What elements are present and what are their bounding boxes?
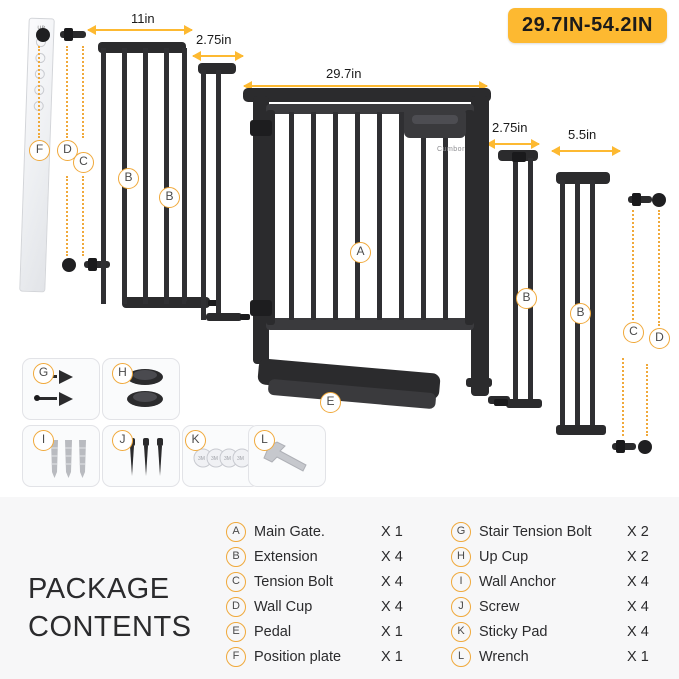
gate-hinge <box>250 120 272 136</box>
leader-line-c-right2 <box>622 358 624 436</box>
contents-row-l <box>451 647 649 672</box>
callout-l: L <box>254 430 275 451</box>
tension-bolt-head-icon <box>616 440 625 453</box>
extension4-bar <box>590 180 595 432</box>
callout-g: G <box>33 363 54 384</box>
callout-b-2: B <box>159 187 180 208</box>
contents-name-g: Stair Tension Bolt <box>479 524 592 540</box>
callout-c-right: C <box>623 322 644 343</box>
dimension-label-275in-right: 2.75in <box>492 120 528 135</box>
contents-qty-h: X 2 <box>627 549 649 565</box>
gate-door-right-stile <box>465 110 474 325</box>
extension4-bar <box>560 180 565 432</box>
contents-qty-i: X 4 <box>627 574 649 590</box>
svg-text:3M: 3M <box>237 456 244 462</box>
contents-qty-f: X 1 <box>381 649 403 665</box>
package-title-line2: CONTENTS <box>28 611 192 643</box>
contents-name-h: Up Cup <box>479 549 529 565</box>
gate-foot <box>466 378 492 387</box>
extension3-top-tip <box>512 152 526 162</box>
contents-letter-g: G <box>451 522 471 542</box>
gate-hinge <box>250 300 272 316</box>
contents-letter-a: A <box>226 522 246 542</box>
contents-row-g <box>451 522 649 547</box>
contents-name-k: Sticky Pad <box>479 624 548 640</box>
contents-letter-j: J <box>451 597 471 617</box>
contents-row-h <box>451 547 649 572</box>
contents-qty-e: X 1 <box>381 624 403 640</box>
callout-h: H <box>112 363 133 384</box>
extension2-bar <box>201 70 206 320</box>
contents-row-d <box>226 597 403 622</box>
callout-c-left: C <box>73 152 94 173</box>
extension3-bar <box>528 158 533 406</box>
dimension-label-11in: 11in <box>131 11 155 26</box>
dimension-line-55in <box>552 150 620 152</box>
callout-b-1: B <box>118 168 139 189</box>
contents-qty-l: X 1 <box>627 649 649 665</box>
extension-foot <box>186 300 210 307</box>
callout-b-3: B <box>516 288 537 309</box>
leader-line-d-right <box>658 210 660 326</box>
contents-name-b: Extension <box>254 549 318 565</box>
extension2-bar <box>216 70 221 320</box>
callout-a: A <box>350 242 371 263</box>
dimension-line-275in-left <box>193 55 243 57</box>
callout-d-left: D <box>57 140 78 161</box>
package-title-line1: PACKAGE <box>28 573 170 605</box>
contents-letter-b: B <box>226 547 246 567</box>
gate-brand-label: Cumbor <box>437 146 465 153</box>
contents-letter-e: E <box>226 622 246 642</box>
svg-text:3M: 3M <box>198 456 205 462</box>
contents-qty-j: X 4 <box>627 599 649 615</box>
gate-door-left-stile <box>266 110 275 325</box>
extension2-foot-tip <box>240 314 250 320</box>
dimension-line-275in-right <box>487 143 539 145</box>
contents-row-k <box>451 622 649 647</box>
dimension-label-297in: 29.7in <box>326 66 362 81</box>
callout-j: J <box>112 430 133 451</box>
contents-letter-l: L <box>451 647 471 667</box>
package-contents-title <box>28 570 192 646</box>
leader-line-d-right2 <box>646 364 648 436</box>
callout-f-left: F <box>29 140 50 161</box>
tension-bolt-head-icon <box>632 193 641 206</box>
contents-letter-c: C <box>226 572 246 592</box>
extension2-foot <box>206 313 242 321</box>
extension3-foot <box>506 399 542 408</box>
extension-top-rail <box>98 42 186 53</box>
gate-bar <box>333 112 338 320</box>
contents-qty-a: X 1 <box>381 524 403 540</box>
callout-b-4: B <box>570 303 591 324</box>
wall-cup-icon <box>638 440 652 454</box>
extension4-foot <box>556 425 606 435</box>
callout-k: K <box>185 430 206 451</box>
gate-bar <box>421 112 426 320</box>
contents-row-c <box>226 572 403 597</box>
leader-line-c-right <box>632 210 634 320</box>
contents-row-f <box>226 647 403 672</box>
dimension-label-55in: 5.5in <box>568 127 597 142</box>
contents-row-a <box>226 522 403 547</box>
contents-qty-c: X 4 <box>381 574 403 590</box>
wall-cup-icon <box>62 258 76 272</box>
dimension-label-275in-left: 2.75in <box>196 32 232 47</box>
extension-bar <box>101 48 106 304</box>
gate-bar <box>289 112 294 320</box>
contents-name-l: Wrench <box>479 649 529 665</box>
contents-qty-g: X 2 <box>627 524 649 540</box>
contents-qty-k: X 4 <box>627 624 649 640</box>
leader-line-f <box>38 46 40 138</box>
contents-row-i <box>451 572 649 597</box>
extension-bar <box>182 48 187 304</box>
wall-cup-icon <box>652 193 666 207</box>
callout-e: E <box>320 392 341 413</box>
leader-line-c <box>82 46 84 138</box>
contents-letter-k: K <box>451 622 471 642</box>
callout-d-right: D <box>649 328 670 349</box>
contents-letter-d: D <box>226 597 246 617</box>
contents-name-i: Wall Anchor <box>479 574 556 590</box>
dimension-line-297in <box>244 85 487 87</box>
gate-latch-slider[interactable] <box>412 115 458 124</box>
contents-name-e: Pedal <box>254 624 292 640</box>
gate-bar <box>311 112 316 320</box>
contents-name-a: Main Gate. <box>254 524 325 540</box>
svg-text:3M: 3M <box>224 456 231 462</box>
tension-bolt-head-icon <box>88 258 97 271</box>
contents-qty-b: X 4 <box>381 549 403 565</box>
gate-bar <box>377 112 382 320</box>
extension-bar <box>164 48 169 304</box>
tension-bolt-head-icon <box>64 28 73 41</box>
contents-row-b <box>226 547 403 572</box>
extension3-bar <box>513 158 518 406</box>
contents-name-c: Tension Bolt <box>254 574 333 590</box>
gate-bar <box>399 112 404 320</box>
dimension-line-11in <box>88 29 192 31</box>
contents-letter-f: F <box>226 647 246 667</box>
contents-qty-d: X 4 <box>381 599 403 615</box>
contents-name-j: Screw <box>479 599 520 615</box>
leader-line-d2 <box>66 176 68 256</box>
callout-i: I <box>33 430 54 451</box>
wall-cup-icon <box>36 28 50 42</box>
contents-letter-h: H <box>451 547 471 567</box>
contents-row-j <box>451 597 649 622</box>
leader-line-d <box>66 46 68 138</box>
size-range-badge: 29.7IN-54.2IN <box>508 8 667 43</box>
contents-name-d: Wall Cup <box>254 599 313 615</box>
contents-row-e <box>226 622 403 647</box>
contents-letter-i: I <box>451 572 471 592</box>
leader-line-c2 <box>82 176 84 256</box>
gate-bar <box>443 112 448 320</box>
svg-text:3M: 3M <box>211 456 218 462</box>
gate-bar <box>355 112 360 320</box>
extension3-foot-tip <box>494 399 508 406</box>
contents-name-f: Position plate <box>254 649 342 665</box>
position-plate-hole <box>35 53 45 63</box>
gate-top-rail <box>243 88 491 102</box>
extension-bar <box>143 48 148 304</box>
